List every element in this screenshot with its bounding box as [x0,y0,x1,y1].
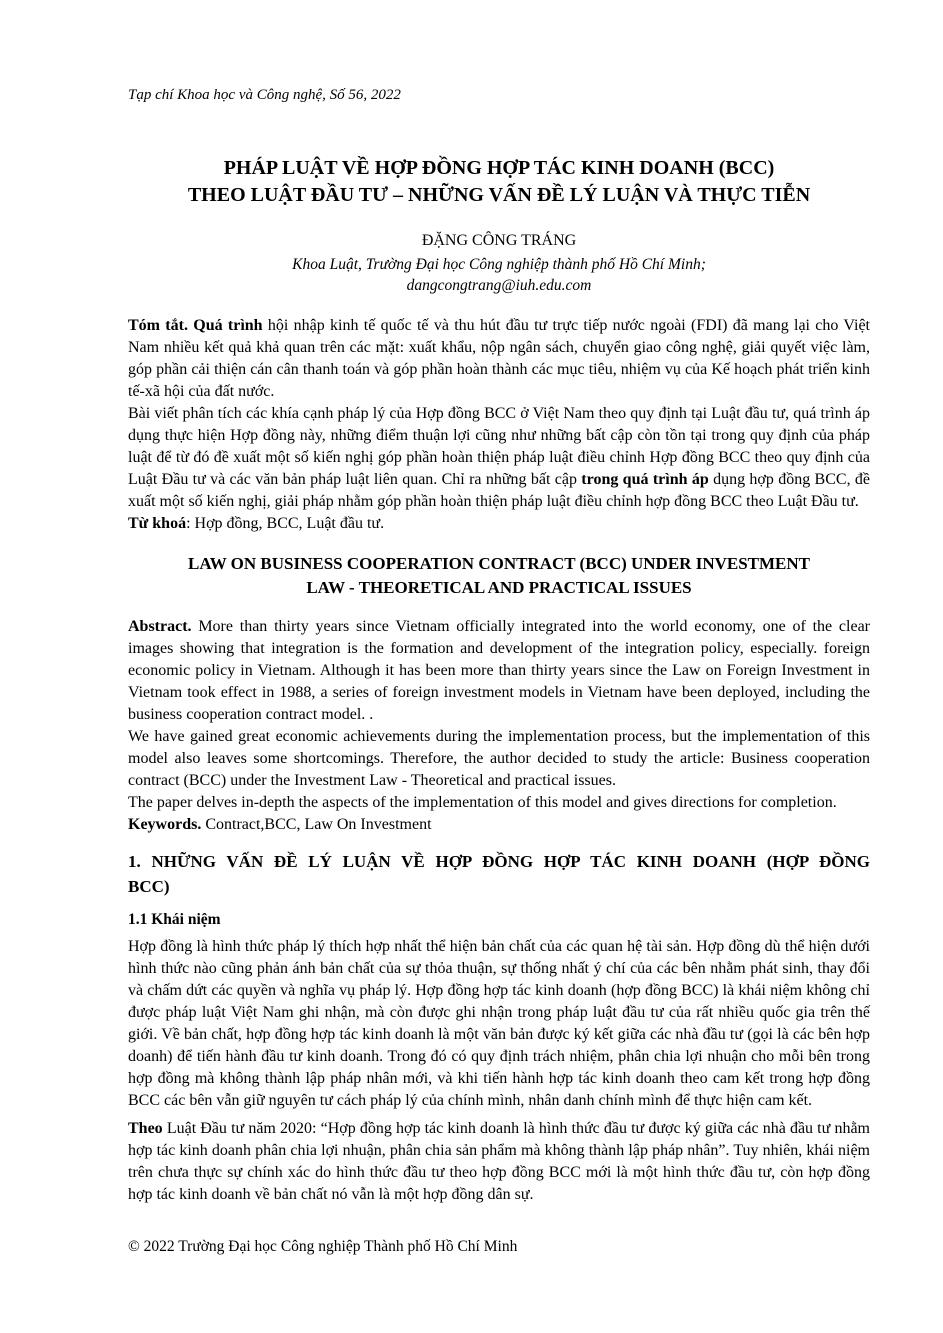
abstract-en-paragraph-2: We have gained great economic achievements during the implementation process, but the implementation of this model also leaves some shortcomings. Therefore, the author decided to study the article: Business cooperation contract (BCC) under the Investment Law - Theoretical and practical issues. [128,728,870,789]
keywords-en: Keywords. Contract,BCC, Law On Investment [128,816,432,833]
article-title-en-line2: LAW - THEORETICAL AND PRACTICAL ISSUES [306,578,692,597]
section-1-heading-line2: BCC) [128,877,170,896]
article-title-vi-line1: PHÁP LUẬT VỀ HỢP ĐỒNG HỢP TÁC KINH DOANH (BCC) [223,157,775,179]
abstract-vi-paragraph-2: Bài viết phân tích các khía cạnh pháp lý của Hợp đồng BCC ở Việt Nam theo quy định tại Luật đầu tư, quá trình áp dụng thực hiện Hợp đồng này, những điểm thuận lợi cũng như những bất cập còn tồn tại trong quy định của pháp luật để từ đó đề xuất một số kiến nghị góp phần hoàn thiện pháp luật điều chỉnh Hợp đồng BCC theo quy định của Luật Đầu tư và các văn bản pháp luật liên quan. Chỉ ra những bất cập trong quá trình áp dụng hợp đồng BCC, đề xuất một số kiến nghị, giải pháp nhằm góp phần hoàn thiện pháp luật điều chỉnh hợp đồng BCC theo Luật Đầu tư. [128,405,871,510]
article-title-en-line1: LAW ON BUSINESS COOPERATION CONTRACT (BCC) UNDER INVESTMENT [187,554,811,573]
author-name: ĐẶNG CÔNG TRÁNG [421,232,577,249]
abstract-en-paragraph-3: The paper delves in-depth the aspects of the implementation of this model and gives directions for completion. [128,794,837,811]
abstract-en-paragraph-1: Abstract. More than thirty years since Vietnam officially integrated into the world economy, one of the clear images showing that integration is the formation and development of the integration policy, especially. foreign economic policy in Vietnam. Although it has been more than thirty years since the Law on Foreign Investment in Vietnam took effect in 1988, a series of foreign investment models in Vietnam have been deployed, including the business cooperation contract model. . [128,618,870,723]
abstract-en [128,616,870,836]
article-title-en [128,552,870,600]
abstract-vi-paragraph-1: Tóm tắt. Quá trình hội nhập kinh tế quốc tế và thu hút đầu tư trực tiếp nước ngoài (FDI) đã mang lại cho Việt Nam nhiều kết quả khả quan trên các mặt: xuất khẩu, nộp ngân sách, chuyển giao công nghệ, giải quyết việc làm, góp phần cải thiện cán cân thanh toán và góp phần hoàn thành các mục tiêu, nhiệm vụ của Kế hoạch phát triển kinh tế-xã hội của đất nước. [128,317,870,400]
abstract-vi [128,315,870,535]
article-title-vi [128,155,870,209]
author-affiliation: Khoa Luật, Trường Đại học Công nghiệp thành phố Hồ Chí Minh; [292,256,706,273]
subsection-1-1-heading: 1.1 Khái niệm [128,911,221,928]
page-content [128,86,870,1206]
section-1-heading [128,849,870,899]
journal-header: Tạp chí Khoa học và Công nghệ, Số 56, 2022 [128,87,401,103]
section-1-paragraph-1: Hợp đồng là hình thức pháp lý thích hợp nhất thể hiện bản chất của các quan hệ tài sản. Hợp đồng dù thể hiện dưới hình thức nào cũng phản ánh bản chất của sự thỏa thuận, sự thống nhất ý chí của các bên nhằm phát sinh, thay đổi và chấm dứt các quyền và nghĩa vụ pháp lý. Hợp đồng hợp tác kinh doanh (hợp đồng BCC) là khái niệm không chỉ được pháp luật Việt Nam ghi nhận, mà còn được ghi nhận trong pháp luật đầu tư của rất nhiều quốc gia trên thế giới. Về bản chất, hợp đồng hợp tác kinh doanh là một văn bản được ký kết giữa các nhà đầu tư (gọi là các bên hợp doanh) để tiến hành đầu tư kinh doanh. Trong đó có quy định trách nhiệm, phân chia lợi nhuận cho mỗi bên trong hợp đồng mà không thành lập pháp nhân mới, và khi tiến hành hợp tác kinh doanh theo cam kết trong hợp đồng BCC các bên vẫn giữ nguyên tư cách pháp lý của chính mình, nhân danh chính mình để thực hiện cam kết. [128,938,870,1109]
author-email: dangcongtrang@iuh.edu.com [406,277,592,294]
article-title-vi-line2: THEO LUẬT ĐẦU TƯ – NHỮNG VẤN ĐỀ LÝ LUẬN VÀ THỰC TIỄN [187,184,811,206]
section-1-heading-line1: 1. NHỮNG VẤN ĐỀ LÝ LUẬN VỀ HỢP ĐỒNG HỢP TÁC KINH DOANH (HỢP ĐỒNG [128,852,870,871]
keywords-vi: Từ khoá: Hợp đồng, BCC, Luật đầu tư. [128,515,385,532]
section-1-paragraph-2: Theo Luật Đầu tư năm 2020: “Hợp đồng hợp tác kinh doanh là hình thức đầu tư được ký giữa các nhà đầu tư nhằm hợp tác kinh doanh phân chia lợi nhuận, phân chia sản phẩm mà không thành lập pháp nhân”. Tuy nhiên, khái niệm trên chưa thực sự chính xác do hình thức đầu tư theo hợp đồng BCC mới là một hình thức đầu tư, còn hợp đồng hợp tác kinh doanh về bản chất nó vẫn là một hợp đồng dân sự. [128,1120,870,1203]
page-footer: © 2022 Trường Đại học Công nghiệp Thành phố Hồ Chí Minh [128,1238,518,1255]
